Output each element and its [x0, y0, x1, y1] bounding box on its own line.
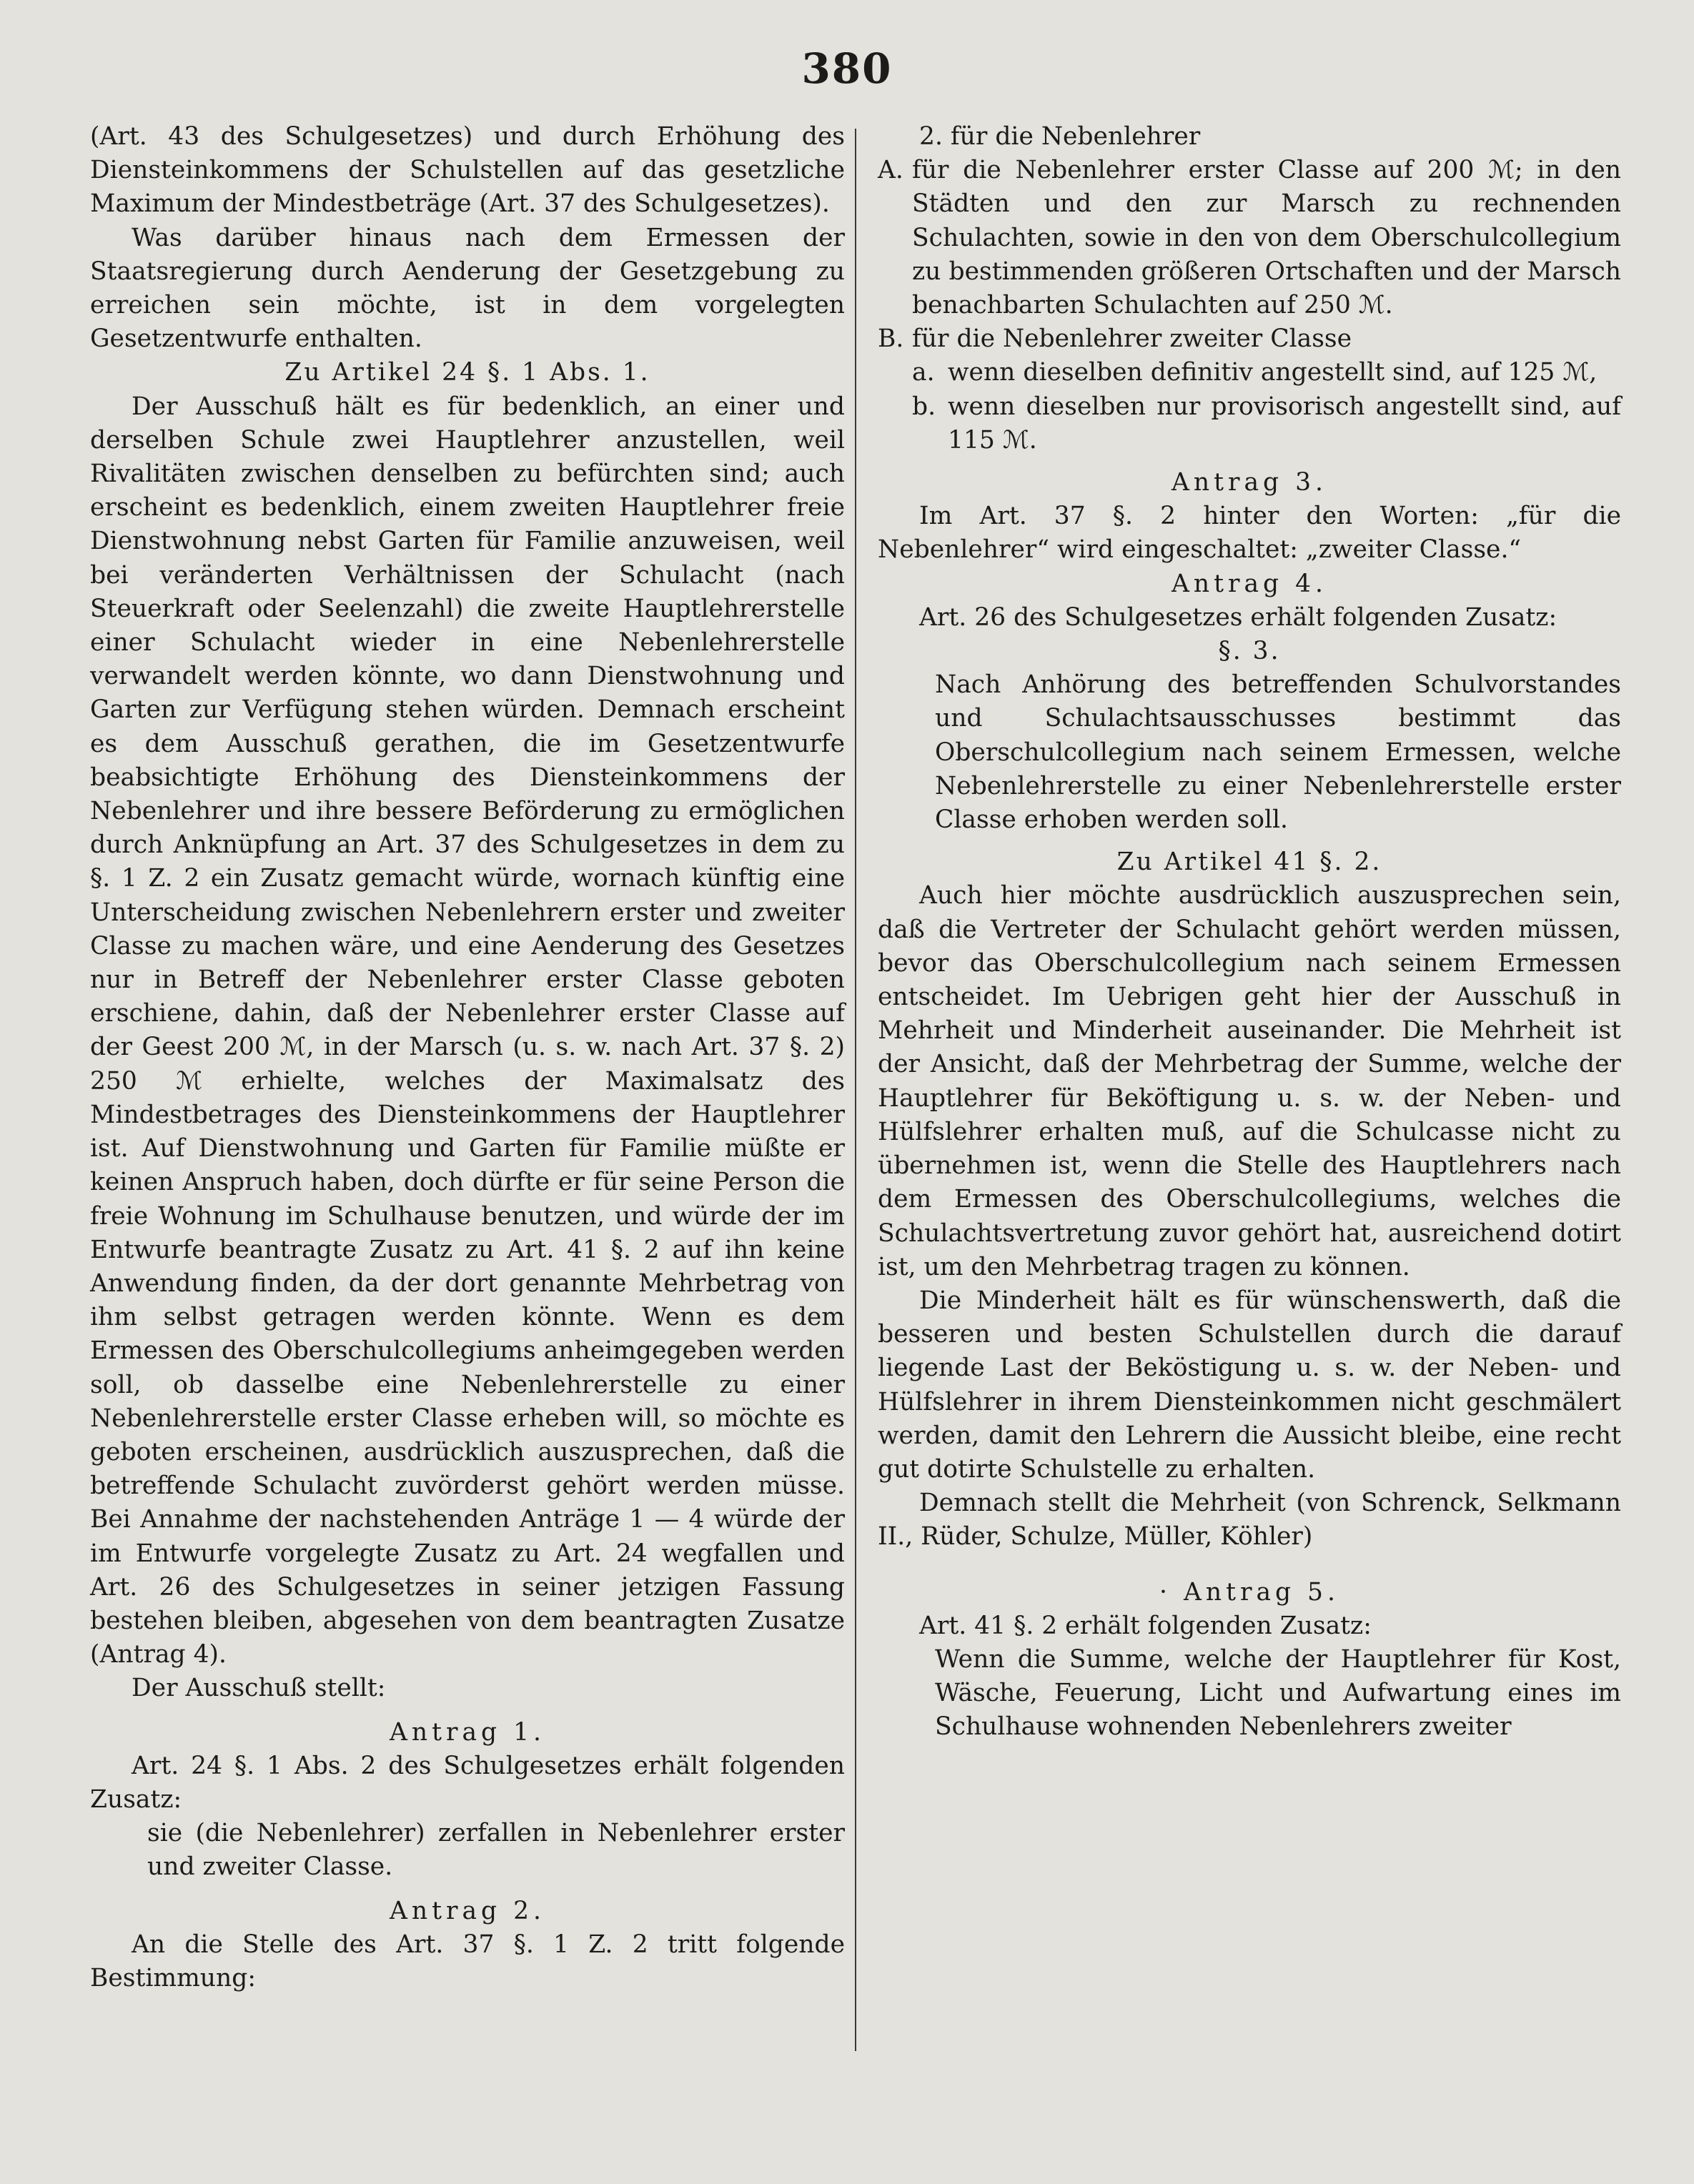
list-text: für die Nebenlehrer erster Classe auf 200 ℳ; in den Städten und den zur Marsch zu rechnenden Schulachten, sowie in den von dem Oberschulcollegium zu bestimmenden größeren Ortschaften und der Marsch benachbarten Schulachten auf 250 ℳ.	[912, 156, 1621, 320]
motion-text: Art. 26 des Schulgesetzes erhält folgenden Zusatz:	[919, 602, 1557, 632]
list-text: wenn dieselben nur provisorisch angestellt sind, auf 115 ℳ.	[948, 392, 1621, 455]
list-text: wenn dieselben definitiv angestellt sind, auf 125 ℳ,	[948, 358, 1598, 387]
section-heading: Zu Artikel 24 §. 1 Abs. 1.	[284, 358, 650, 387]
column-divider	[855, 129, 856, 2051]
list-label: b.	[912, 392, 936, 421]
motion-text: Art. 41 §. 2 erhält folgenden Zusatz:	[919, 1611, 1372, 1640]
list-item	[878, 356, 1621, 389]
motion-text: An die Stelle des Art. 37 §. 1 Z. 2 tritt folgende Bestimmung:	[90, 1930, 845, 1992]
motion-heading: · Antrag 5.	[1159, 1577, 1339, 1607]
motion-quote: Nach Anhörung des betreffenden Schulvorstandes und Schulachtsausschusses bestimmt das Oberschulcollegium nach seinem Ermessen, welche Nebenlehrerstelle zu einer Nebenlehrerstelle erster Classe erhoben werden soll.	[935, 670, 1621, 835]
page-number: 380	[801, 44, 893, 93]
list-item	[878, 154, 1621, 322]
list-heading: 2. für die Nebenlehrer	[919, 122, 1201, 151]
list-item	[878, 322, 1621, 356]
paragraph: (Art. 43 des Schulgesetzes) und durch Erhöhung des Diensteinkommens der Schulstellen auf das gesetzliche Maximum der Mindestbeträge (Art. 37 des Schulgesetzes).	[90, 122, 845, 219]
list-text: für die Nebenlehrer zweiter Classe	[912, 324, 1352, 354]
paragraph: Demnach stellt die Mehrheit (von Schrenck, Selkmann II., Rüder, Schulze, Müller, Köhler)	[878, 1489, 1621, 1552]
paragraph: Der Ausschuß hält es für bedenklich, an einer und derselben Schule zwei Hauptlehrer anzustellen, weil Rivalitäten zwischen denselben zu befürchten sind; auch erscheint es bedenklich, einem zweiten Hauptlehrer freie Dienstwohnung nebst Garten für Familie anzuweisen, weil bei veränderten Verhältnissen der Schulacht (nach Steuerkraft oder Seelenzahl) die zweite Hauptlehrerstelle einer Schulacht wieder in eine Nebenlehrerstelle verwandelt werden könnte, wo dann Dienstwohnung und Garten zur Verfügung stehen würden. Demnach erscheint es dem Ausschuß gerathen, die im Gesetzentwurfe beabsichtigte Erhöhung des Diensteinkommens der Nebenlehrer und ihre bessere Beförderung zu ermöglichen durch Anknüpfung an Art. 37 des Schulgesetzes in dem zu §. 1 Z. 2 ein Zusatz gemacht würde, wornach künftig eine Unterscheidung zwischen Nebenlehrern erster und zweiter Classe zu machen wäre, und eine Aenderung des Gesetzes nur in Betreff der Nebenlehrer erster Classe geboten erschiene, dahin, daß der Nebenlehrer erster Classe auf der Geest 200 ℳ, in der Marsch (u. s. w. nach Art. 37 §. 2) 250 ℳ erhielte, welches der Maximalsatz des Mindestbetrages des Diensteinkommens der Hauptlehrer ist. Auf Dienstwohnung und Garten für Familie müßte er keinen Anspruch haben, doch dürfte er für seine Person die freie Wohnung im Schulhause benutzen, und würde der im Entwurfe beantragte Zusatz zu Art. 41 §. 2 auf ihn keine Anwendung finden, da der dort genannte Mehrbetrag von ihm selbst getragen werden könnte. Wenn es dem Ermessen des Oberschulcollegiums anheimgegeben werden soll, ob dasselbe eine Nebenlehrerstelle zu einer Nebenlehrerstelle erster Classe erheben will, so möchte es geboten erscheinen, ausdrücklich auszusprechen, daß die betreffende Schulacht zuvörderst gehört werden müsse. Bei Annahme der nachstehenden Anträge 1 — 4 würde der im Entwurfe vorgelegte Zusatz zu Art. 24 wegfallen und Art. 26 des Schulgesetzes in seiner jetzigen Fassung bestehen bleiben, abgesehen von dem beantragten Zusatze (Antrag 4).	[90, 392, 845, 1669]
motion-text: Art. 24 §. 1 Abs. 2 des Schulgesetzes erhält folgenden Zusatz:	[90, 1751, 845, 1814]
right-column	[878, 120, 1621, 1744]
section-number: §. 3.	[1218, 637, 1281, 666]
paragraph: Der Ausschuß stellt:	[132, 1674, 386, 1703]
motion-heading: Antrag 2.	[389, 1896, 546, 1925]
section-heading: Zu Artikel 41 §. 2.	[1116, 848, 1382, 877]
motion-text: Im Art. 37 §. 2 hinter den Worten: „für die Nebenlehrer“ wird eingeschaltet: „zweiter Classe.“	[878, 502, 1621, 565]
paragraph: Auch hier möchte ausdrücklich auszusprechen sein, daß die Vertreter der Schulacht gehört werden müssen, bevor das Oberschulcollegium nach seinem Ermessen entscheidet. Im Uebrigen geht hier der Ausschuß in Mehrheit und Minderheit auseinander. Die Mehrheit ist der Ansicht, daß der Mehrbetrag der Summe, welche der Hauptlehrer für Beköftigung u. s. w. der Neben- und Hülfslehrer erhalten muß, auf die Schulcasse nicht zu übernehmen ist, wenn die Stelle des Hauptlehrers nach dem Ermessen des Oberschulcollegiums, welches die Schulachtsvertretung zuvor gehört hat, ausreichend dotirt ist, um den Mehrbetrag tragen zu können.	[878, 881, 1621, 1281]
list-item	[878, 390, 1621, 457]
paragraph: Die Minderheit hält es für wünschenswerth, daß die besseren und besten Schulstellen durch die darauf liegende Last der Beköstigung u. s. w. der Neben- und Hülfslehrer in ihrem Diensteinkommen nicht geschmälert werden, damit den Lehrern die Aussicht bleibe, eine recht gut dotirte Schulstelle zu erhalten.	[878, 1286, 1621, 1484]
list-label: A.	[878, 156, 903, 185]
motion-heading: Antrag 4.	[1171, 569, 1328, 598]
left-column	[90, 120, 845, 1995]
motion-heading: Antrag 1.	[389, 1717, 546, 1747]
paragraph: Was darüber hinaus nach dem Ermessen der Staatsregierung durch Aenderung der Gesetzgebung zu erreichen sein möchte, ist in dem vorgelegten Gesetzentwurfe enthalten.	[90, 223, 845, 354]
motion-heading: Antrag 3.	[1171, 468, 1328, 497]
list-label: a.	[912, 358, 935, 387]
motion-quote: Wenn die Summe, welche der Hauptlehrer für Kost, Wäsche, Feuerung, Licht und Aufwartung eines im Schulhause wohnenden Nebenlehrers zweiter	[935, 1644, 1621, 1742]
motion-quote: sie (die Nebenlehrer) zerfallen in Nebenlehrer erster und zweiter Classe.	[147, 1819, 845, 1882]
list-label: B.	[878, 324, 904, 354]
